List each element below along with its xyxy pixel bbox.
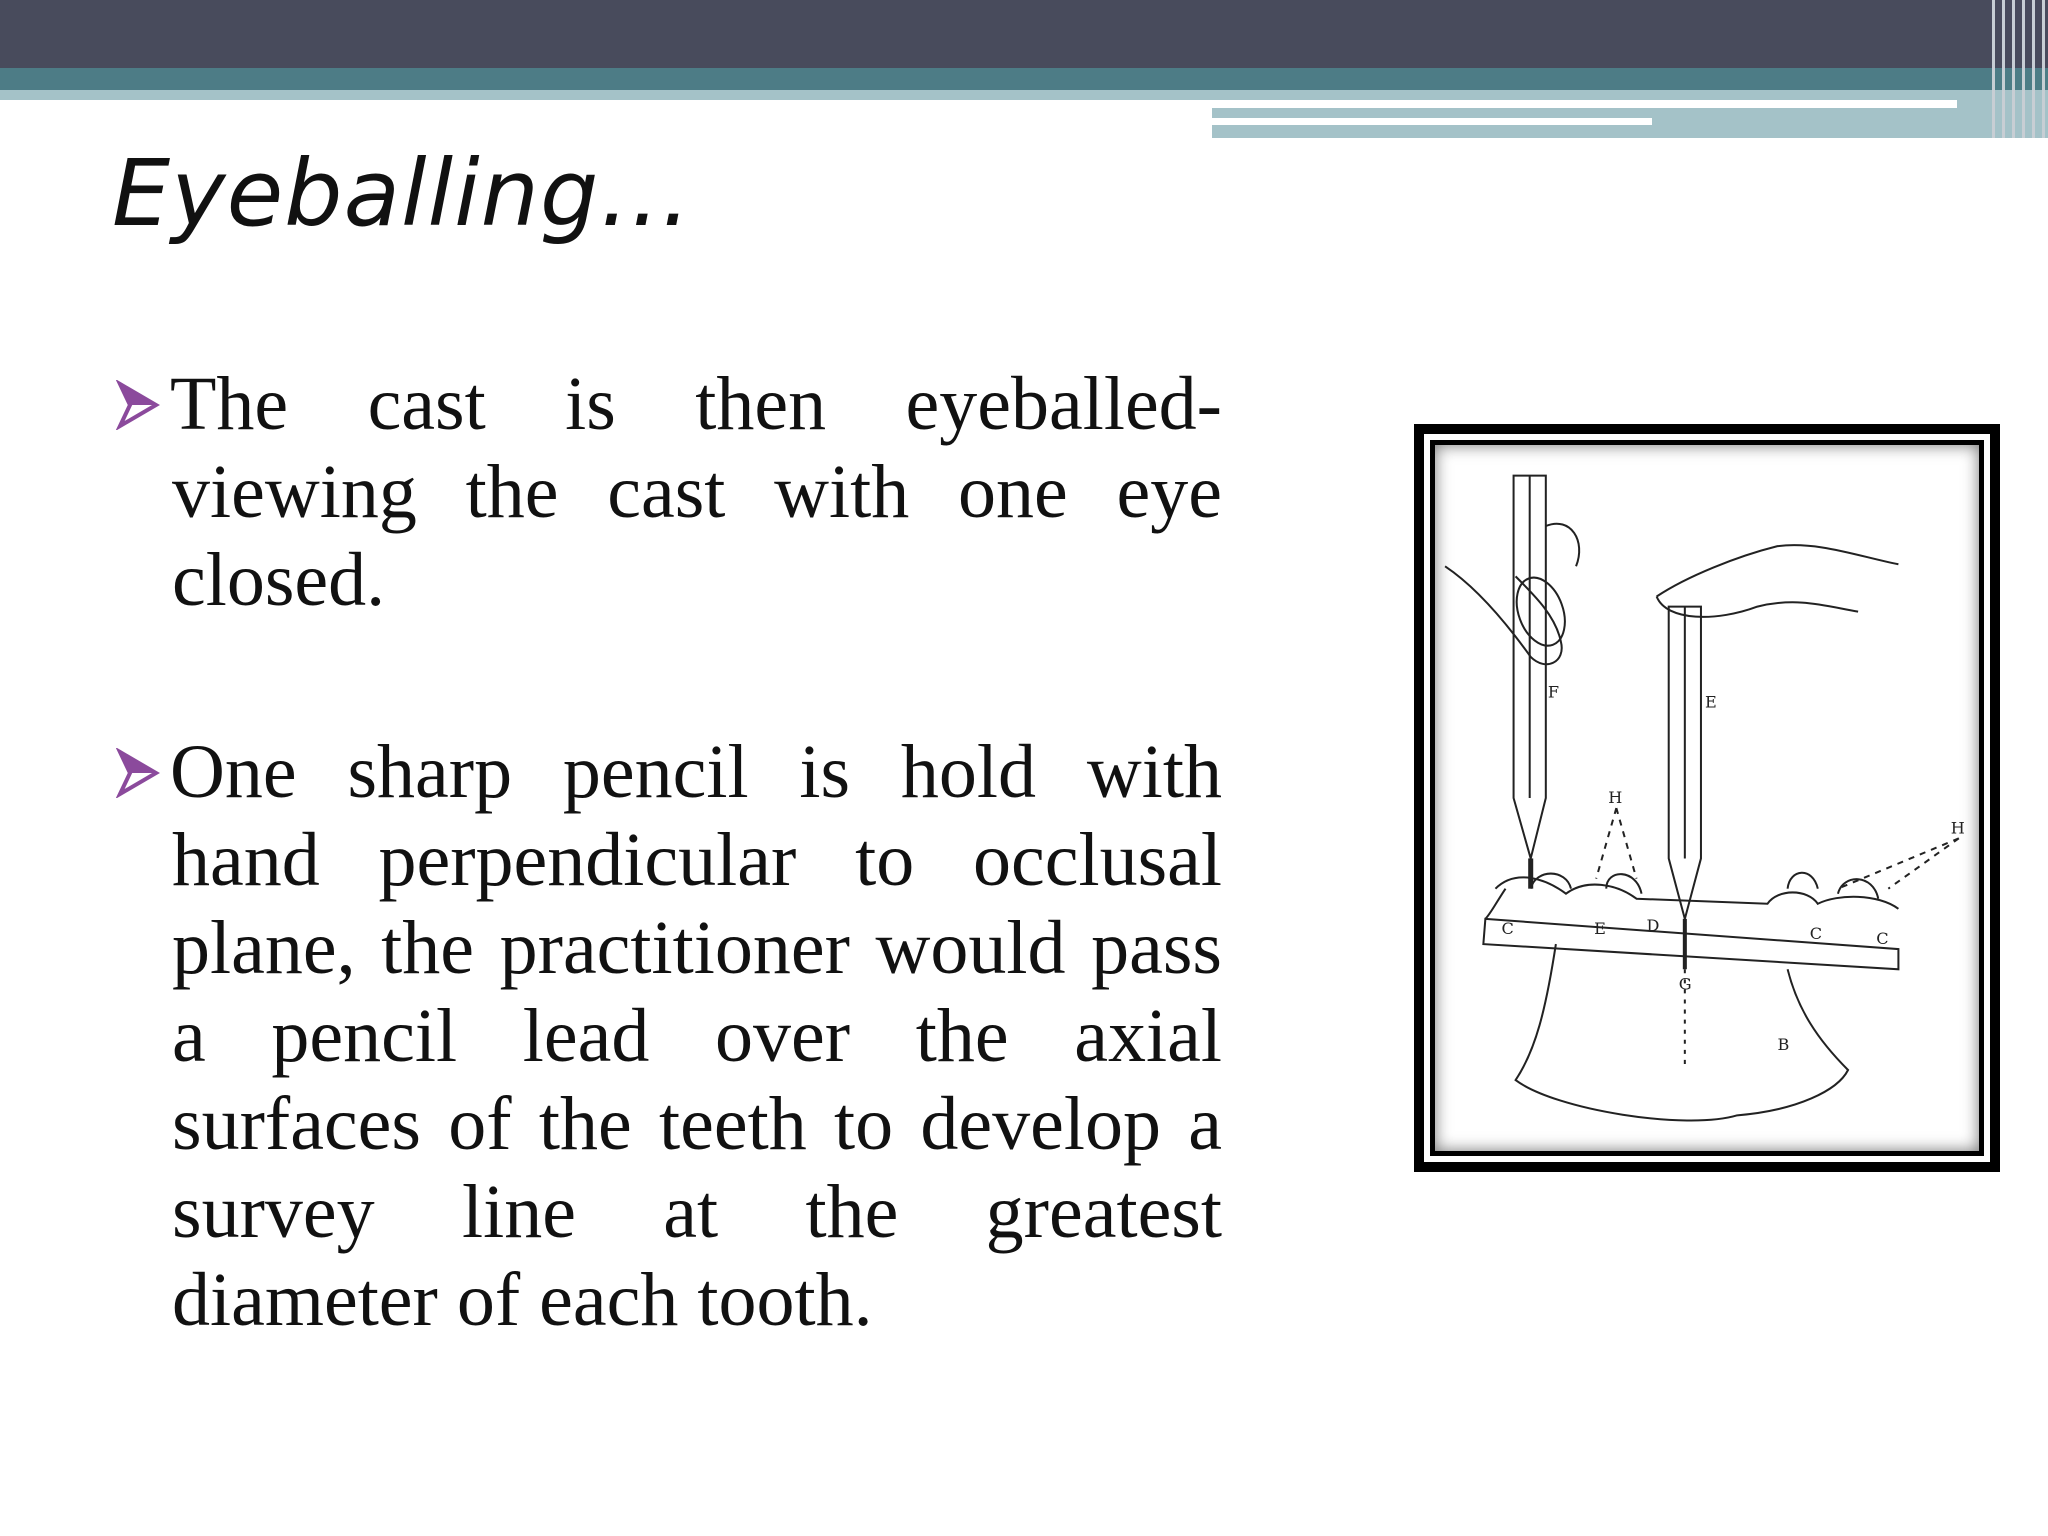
bullet-text: One sharp pencil is hold with hand perpendicular to occlusal plane, the practitioner would pass a pencil lead over the axial surfaces of the teeth to develop a survey line at the greatest diameter of each tooth. xyxy=(170,730,1222,1342)
svg-text:C: C xyxy=(1501,919,1514,938)
svg-text:H: H xyxy=(1950,818,1965,838)
bullet-item xyxy=(110,360,1222,624)
header-thin-line xyxy=(1212,100,1957,108)
bullet-list xyxy=(110,360,1222,1448)
svg-text:E: E xyxy=(1594,919,1606,938)
header-band-teal xyxy=(0,68,2048,90)
arrowhead-bullet-icon xyxy=(116,748,160,798)
svg-text:E: E xyxy=(1704,692,1717,712)
slide-title: Eyeballing… xyxy=(112,140,693,247)
bullet-text: The cast is then eyeballed- viewing the cast with one eye closed. xyxy=(170,362,1222,622)
header-band-light-right xyxy=(1212,90,2048,138)
figure-frame xyxy=(1414,424,2000,1172)
svg-text:C: C xyxy=(1876,929,1889,949)
arrowhead-bullet-icon xyxy=(116,380,160,430)
pencil-survey-drawing xyxy=(1435,445,1979,1151)
bullet-item xyxy=(110,728,1222,1344)
header-stripes xyxy=(1988,0,2048,138)
header-thin-line xyxy=(1212,118,1652,125)
surveying-illustration xyxy=(1430,440,1984,1156)
svg-text:H: H xyxy=(1608,788,1623,808)
header-band-dark xyxy=(0,0,2048,68)
svg-text:D: D xyxy=(1646,915,1660,935)
svg-text:F: F xyxy=(1547,682,1560,702)
svg-text:G: G xyxy=(1678,974,1692,994)
svg-text:C: C xyxy=(1809,924,1823,944)
svg-text:B: B xyxy=(1777,1034,1790,1054)
header-band-light-left xyxy=(0,90,1212,100)
